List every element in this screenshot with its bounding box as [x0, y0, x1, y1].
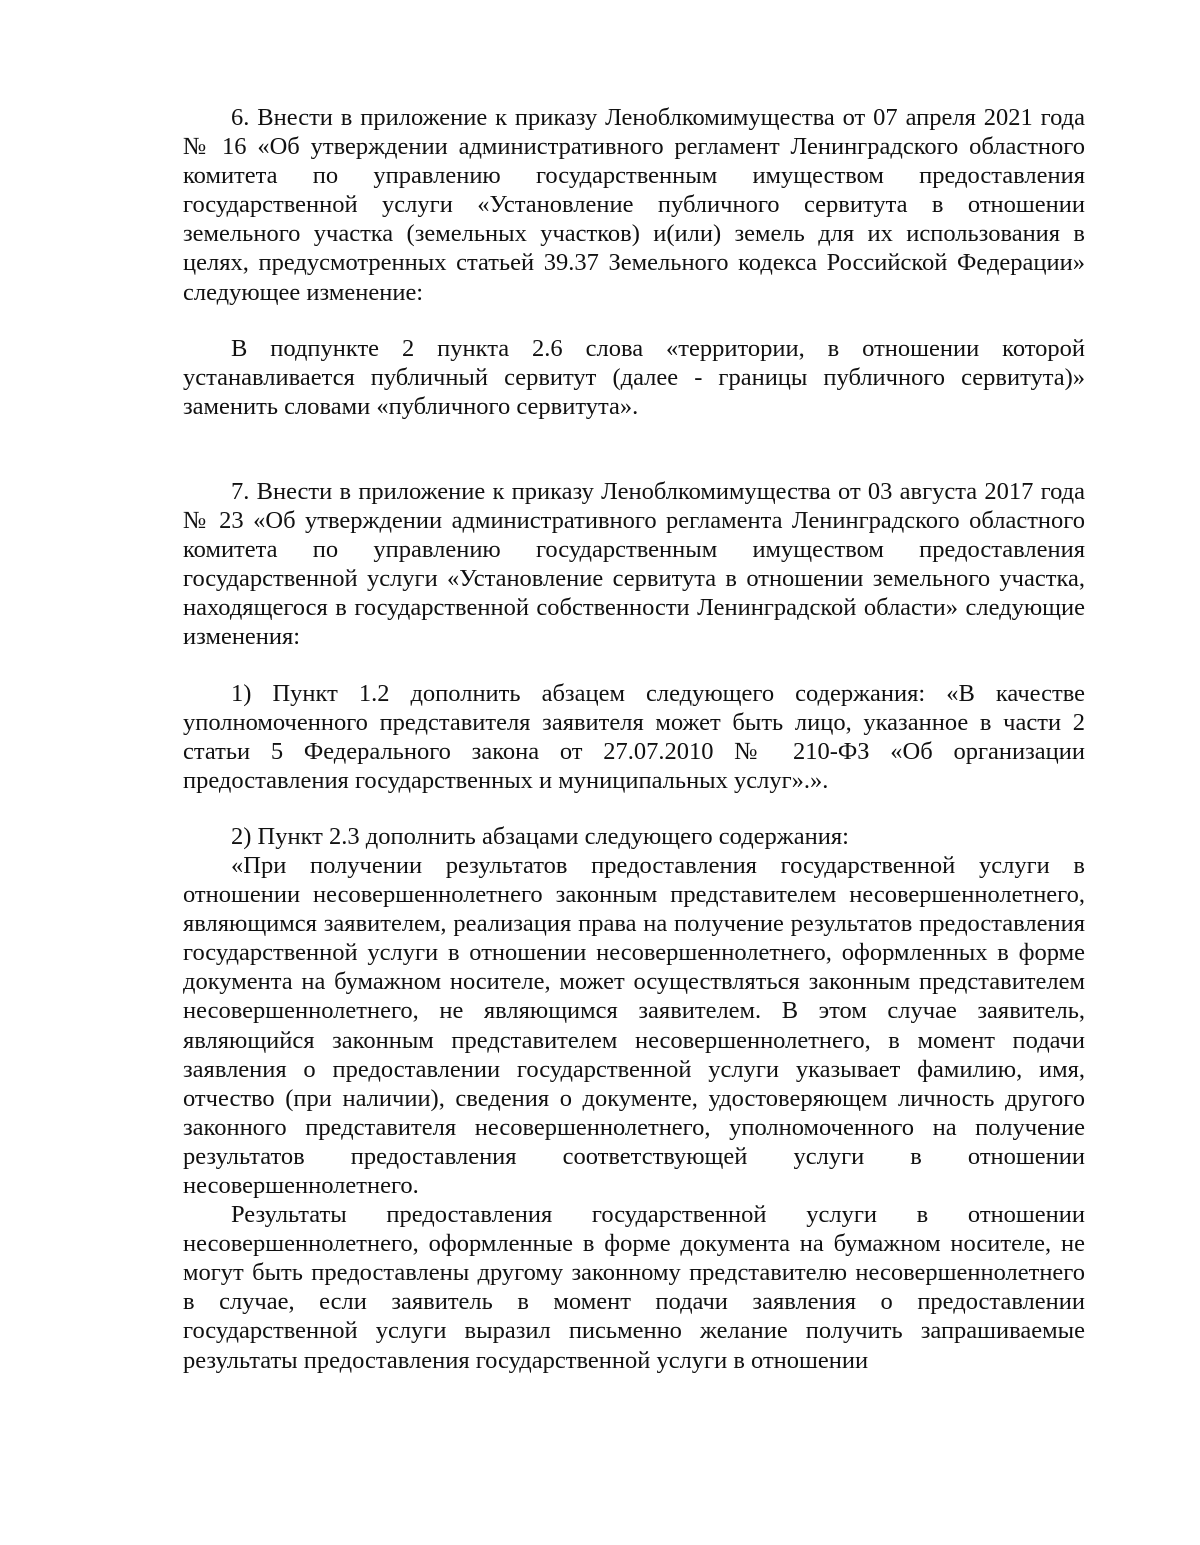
paragraph-item-6: 6. Внести в приложение к приказу Леноблкомимущества от 07 апреля 2021 года № 16 «Об утверждении административного регламент Ленинградского областного комитета по управлению государственным имуществом предоставления государственной услуги «Установление публичного сервитута в отношении земельного участка (земельных участков) и(или) земель для их использования в целях, предусмотренных статьей 39.37 Земельного кодекса Российской Федерации» следующее изменение:	[183, 104, 1085, 306]
paragraph-subitem-1-2: 1) Пункт 1.2 дополнить абзацем следующего содержания: «В качестве уполномоченного представителя заявителя может быть лицо, указанное в части 2 статьи 5 Федерального закона от 27.07.2010 № 210-ФЗ «Об организации предоставления государственных и муниципальных услуг».».	[183, 679, 1085, 794]
paragraph-quote-minor-representative: «При получении результатов предоставления государственной услуги в отношении несовершеннолетнего законным представителем несовершеннолетнего, являющимся заявителем, реализация права на получение результатов предоставления государственной услуги в отношении несовершеннолетнего, оформленных в форме документа на бумажном носителе, может осуществляться законным представителем несовершеннолетнего, не являющимся заявителем. В этом случае заявитель, являющийся законным представителем несовершеннолетнего, в момент подачи заявления о предоставлении государственной услуги указывает фамилию, имя, отчество (при наличии), сведения о документе, удостоверяющем личность другого законного представителя несовершеннолетнего, уполномоченного на получение результатов предоставления соответствующей услуги в отношении несовершеннолетнего.	[183, 851, 1085, 1199]
paragraph-subitem-2-3: 2) Пункт 2.3 дополнить абзацами следующего содержания:	[231, 822, 849, 850]
paragraph-item-7: 7. Внести в приложение к приказу Леноблкомимущества от 03 августа 2017 года № 23 «Об утверждении административного регламента Ленинградского областного комитета по управлению государственным имуществом предоставления государственной услуги «Установление сервитута в отношении земельного участка, находящегося в государственной собственности Ленинградской области» следующие изменения:	[183, 477, 1085, 651]
document-body	[183, 103, 1085, 1375]
paragraph-results-restriction: Результаты предоставления государственной услуги в отношении несовершеннолетнего, оформленные в форме документа на бумажном носителе, не могут быть предоставлены другому законному представителю несовершеннолетнего в случае, если заявитель в момент подачи заявления о предоставлении государственной услуги выразил письменно желание получить запрашиваемые результаты предоставления государственной услуги в отношении	[183, 1201, 1085, 1374]
paragraph-subitem-2-6: В подпункте 2 пункта 2.6 слова «территории, в отношении которой устанавливается публичный сервитут (далее - границы публичного сервитута)» заменить словами «публичного сервитута».	[183, 334, 1085, 420]
